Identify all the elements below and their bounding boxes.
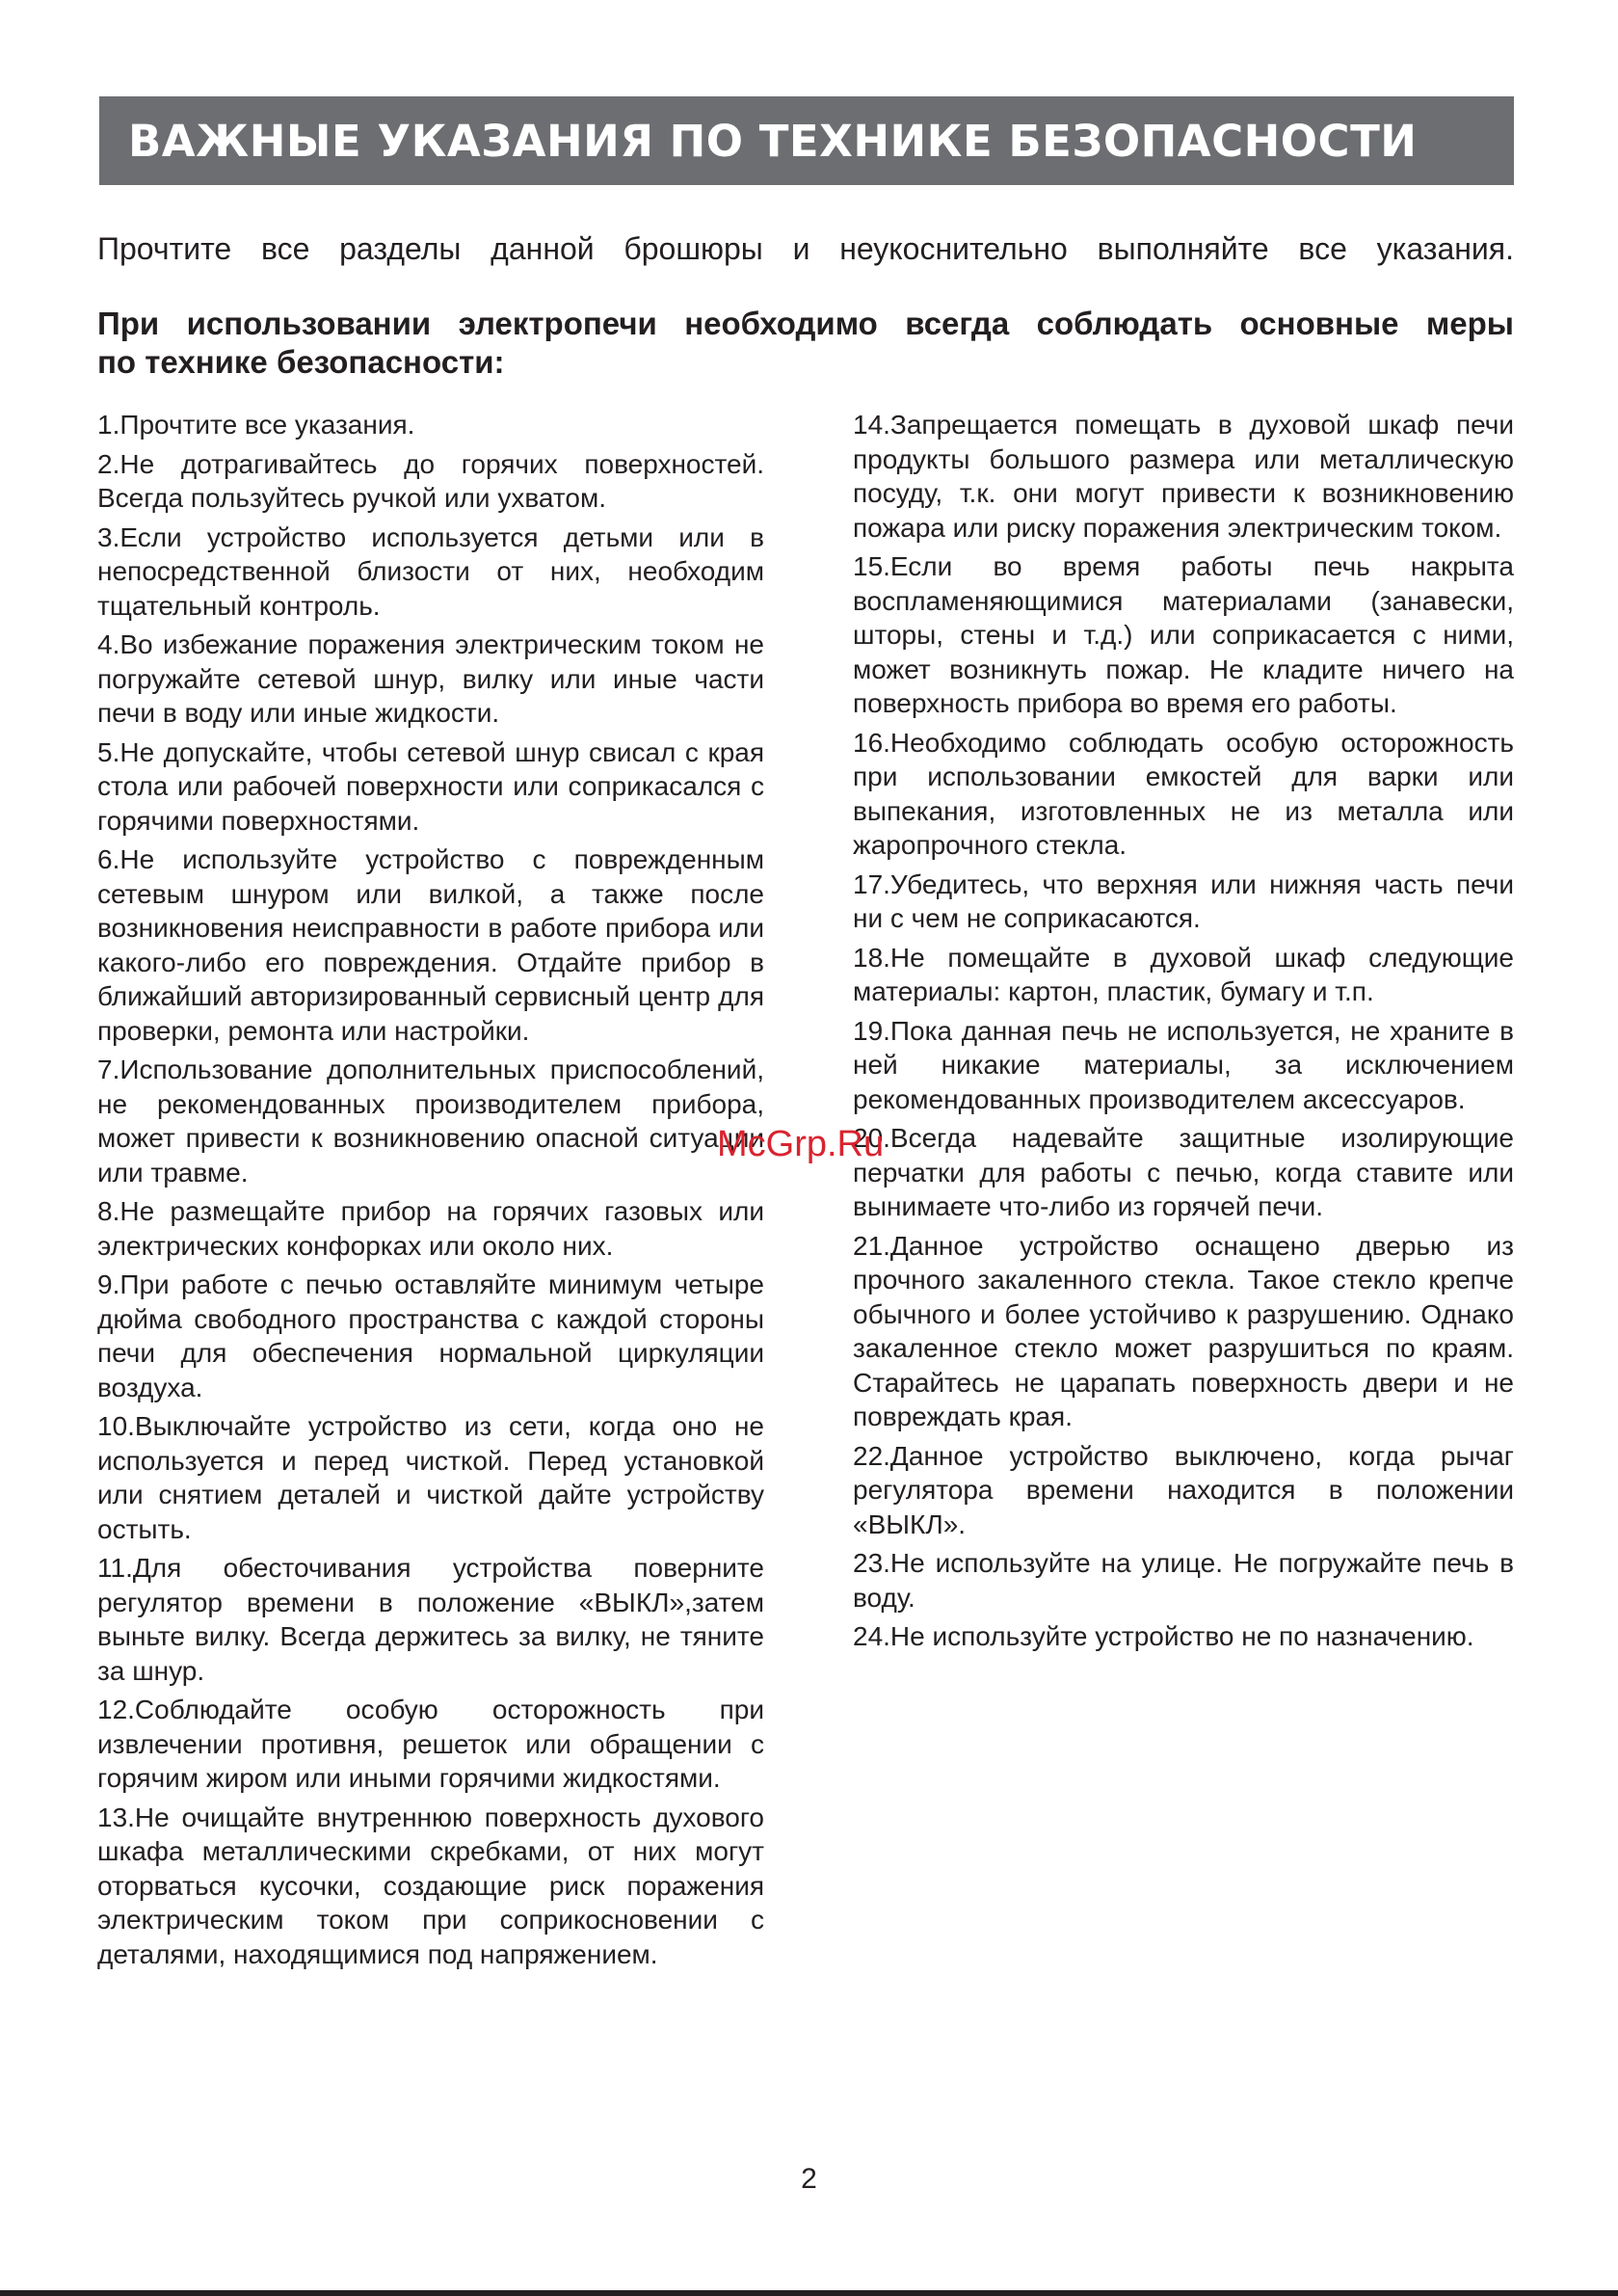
intro-text: Прочтите все разделы данной брошюры и неукоснительно выполняйте все указания.	[97, 231, 1514, 266]
safety-item-18: 18.Не помещайте в духовой шкаф следующие материалы: картон, пластик, бумагу и т.п.	[853, 942, 1514, 1006]
safety-item-8: 8.Не размещайте прибор на горячих газовых или электрических конфорках или около них.	[97, 1196, 764, 1261]
safety-item-10: 10.Выключайте устройство из сети, когда оно не используется и перед чисткой. Перед установкой или снятием деталей и чисткой дайте устройству остыть.	[97, 1411, 764, 1544]
safety-item-12: 12.Соблюдайте особую осторожность при извлечении противня, решеток или обращении с горячим жиром или иными горячими жидкостями.	[97, 1695, 764, 1793]
right-column	[853, 408, 1514, 1659]
safety-item-2: 2.Не дотрагивайтесь до горячих поверхностей. Всегда пользуйтесь ручкой или ухватом.	[97, 448, 764, 513]
safety-item-22: 22.Данное устройство выключено, когда рычаг регулятора времени находится в положении «ВЫКЛ».	[853, 1440, 1514, 1539]
safety-item-13: 13.Не очищайте внутреннюю поверхность духового шкафа металлическими скребками, от них могут оторваться кусочки, создающие риск поражения электрическим током при соприкосновении с деталями, находящимися под напряжением.	[97, 1802, 764, 1969]
watermark: McGrp.Ru	[717, 1124, 885, 1164]
safety-item-24: 24.Не используйте устройство не по назначению.	[853, 1621, 1474, 1651]
subheading-line-1: При использовании электропечи необходимо всегда соблюдать основные меры	[97, 306, 1514, 341]
left-column	[97, 408, 764, 1976]
safety-item-3: 3.Если устройство используется детьми или в непосредственной близости от них, необходим тщательный контроль.	[97, 521, 764, 621]
safety-item-20: 20.Всегда надевайте защитные изолирующие перчатки для работы с печью, когда ставите или вынимаете что-либо из горячей печи.	[853, 1123, 1514, 1221]
safety-item-5: 5.Не допускайте, чтобы сетевой шнур свисал с края стола или рабочей поверхности или соприкасался с горячими поверхностями.	[97, 736, 764, 836]
safety-subheading	[97, 305, 1514, 382]
safety-item-19: 19.Пока данная печь не используется, не храните в ней никакие материалы, за исключением рекомендованных производителем аксессуаров.	[853, 1015, 1514, 1114]
safety-item-14: 14.Запрещается помещать в духовой шкаф печи продукты большого размера или металлическую посуду, т.к. они могут привести к возникновению пожара или риску поражения электрическим током.	[853, 410, 1514, 543]
safety-item-7: 7.Использование дополнительных приспособлений, не рекомендованных производителем прибора, может привести к возникновению опасной ситуации или травме.	[97, 1055, 764, 1188]
safety-item-9: 9.При работе с печью оставляйте минимум четыре дюйма свободного пространства с каждой стороны печи для обеспечения нормальной циркуляции воздуха.	[97, 1269, 764, 1402]
safety-item-16: 16.Необходимо соблюдать особую осторожность при использовании емкостей для варки или выпекания, изготовленных не из металла или жаропрочного стекла.	[853, 727, 1514, 860]
safety-item-23: 23.Не используйте на улице. Не погружайте печь в воду.	[853, 1548, 1514, 1613]
subheading-line-2: по технике безопасности:	[97, 344, 505, 380]
safety-item-6: 6.Не используйте устройство с поврежденным сетевым шнуром или вилкой, а также после возникновения неисправности в работе прибора или какого-либо его повреждения. Отдайте прибор в ближайший авторизированный сервисный центр для проверки, ремонта или настройки.	[97, 844, 764, 1046]
safety-item-17: 17.Убедитесь, что верхняя или нижняя часть печи ни с чем не соприкасаются.	[853, 868, 1514, 933]
safety-item-1: 1.Прочтите все указания.	[97, 410, 415, 440]
safety-item-4: 4.Во избежание поражения электрическим током не погружайте сетевой шнур, вилку или иные части печи в воду или иные жидкости.	[97, 629, 764, 728]
safety-item-21: 21.Данное устройство оснащено дверью из прочного закаленного стекла. Такое стекло крепче обычного и более устойчиво к разрушению. Однако закаленное стекло может разрушиться по краям. Старайтесь не царапать поверхность двери и не повреждать края.	[853, 1230, 1514, 1431]
safety-item-11: 11.Для обесточивания устройства поверните регулятор времени в положение «ВЫКЛ»,затем выньте вилку. Всегда держитесь за вилку, не тяните за шнур.	[97, 1553, 764, 1686]
bottom-rule	[0, 2290, 1618, 2296]
title-bar	[99, 96, 1514, 185]
page-number: 2	[801, 2163, 817, 2195]
safety-item-15: 15.Если во время работы печь накрыта воспламеняющимися материалами (занавески, шторы, стены и т.д.) или соприкасается с ними, может возникнуть пожар. Не кладите ничего на поверхность прибора во время его работы.	[853, 551, 1514, 718]
page-title: ВАЖНЫЕ УКАЗАНИЯ ПО ТЕХНИКЕ БЕЗОПАСНОСТИ	[128, 115, 1418, 167]
